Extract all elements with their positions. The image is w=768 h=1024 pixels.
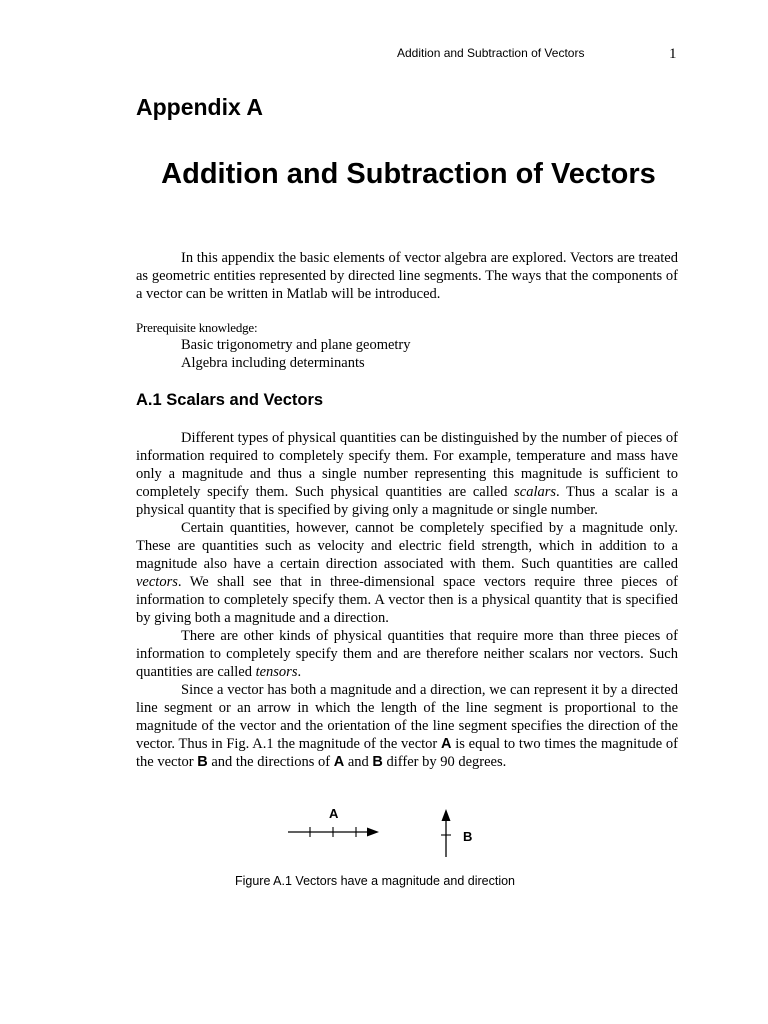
prerequisites-heading: Prerequisite knowledge: — [136, 320, 258, 335]
paragraph-text: Different types of physical quantities can be distinguished by the number of pieces of information required to completely specify them. For example, temperature and mass have only a magnitude and thus a single number representing this magnitude is sufficient to completely specify them. Such physical quantities are called — [136, 430, 678, 500]
paragraph-vectors — [136, 519, 678, 627]
paragraph-scalars — [136, 429, 678, 519]
vector-a-arrow — [288, 827, 379, 837]
vector-symbol: A — [441, 736, 452, 752]
page-number: 1 — [669, 46, 677, 62]
vector-symbol: B — [197, 754, 208, 770]
term-vectors: vectors — [136, 574, 178, 590]
vector-figure — [280, 800, 500, 864]
intro-paragraph: In this appendix the basic elements of vector algebra are explored. Vectors are treated as geometric entities represented by directed line segments. The ways that the components of a vector can be written in Matlab will be introduced. — [136, 250, 678, 302]
vector-a-label: A — [329, 806, 339, 821]
term-tensors: tensors — [255, 664, 298, 680]
term-scalars: scalars — [514, 484, 557, 500]
paragraph-text: Certain quantities, however, cannot be completely specified by a magnitude only. These are quantities such as velocity and electric field strength, which in addition to a magnitude also have a certain direction associated with them. Such quantities are called — [136, 520, 678, 572]
vector-b-arrow — [441, 809, 451, 857]
paragraph-text: . Thus a scalar is a physical quantity that is specified by giving only a magnitude or single number. — [136, 484, 678, 518]
running-head: Addition and Subtraction of Vectors — [397, 46, 585, 60]
appendix-label: Appendix A — [136, 94, 263, 120]
chapter-title: Addition and Subtraction of Vectors — [161, 158, 656, 190]
paragraph-text: and the directions of — [207, 754, 334, 770]
section-body — [136, 429, 678, 771]
paragraph-tensors — [136, 627, 678, 681]
paragraph-text: Since a vector has both a magnitude and a direction, we can represent it by a directed line segment or an arrow in which the length of the line segment is proportional to the magnitude of the vector and the orientation of the line segment specifies the direction of the vector. Thus in Fig. A.1 the magnitude of the vector — [136, 682, 678, 752]
vector-b-label: B — [463, 829, 473, 844]
prerequisite-item: Basic trigonometry and plane geometry — [181, 337, 411, 353]
paragraph-text: . We shall see that in three-dimensional space vectors require three pieces of information to completely specify them. A vector then is a physical quantity that is specified by giving both a magnitude and a direction. — [136, 574, 678, 626]
vector-symbol: B — [372, 754, 383, 770]
paragraph-text: . — [297, 664, 302, 680]
prerequisite-item: Algebra including determinants — [181, 355, 365, 371]
vector-symbol: A — [333, 754, 345, 770]
figure-caption: Figure A.1 Vectors have a magnitude and direction — [234, 874, 516, 888]
intro-block — [136, 249, 678, 303]
paragraph-text: differ by 90 degrees. — [382, 754, 507, 770]
paragraph-representation — [136, 681, 678, 771]
paragraph-text: There are other kinds of physical quantities that require more than three pieces of information to completely specify them and are therefore neither scalars nor vectors. Such quantities are called — [136, 628, 678, 680]
paragraph-text: is equal to two times the magnitude of the vector — [136, 736, 679, 770]
paragraph-text: and — [344, 754, 373, 770]
section-heading: A.1 Scalars and Vectors — [136, 391, 324, 409]
